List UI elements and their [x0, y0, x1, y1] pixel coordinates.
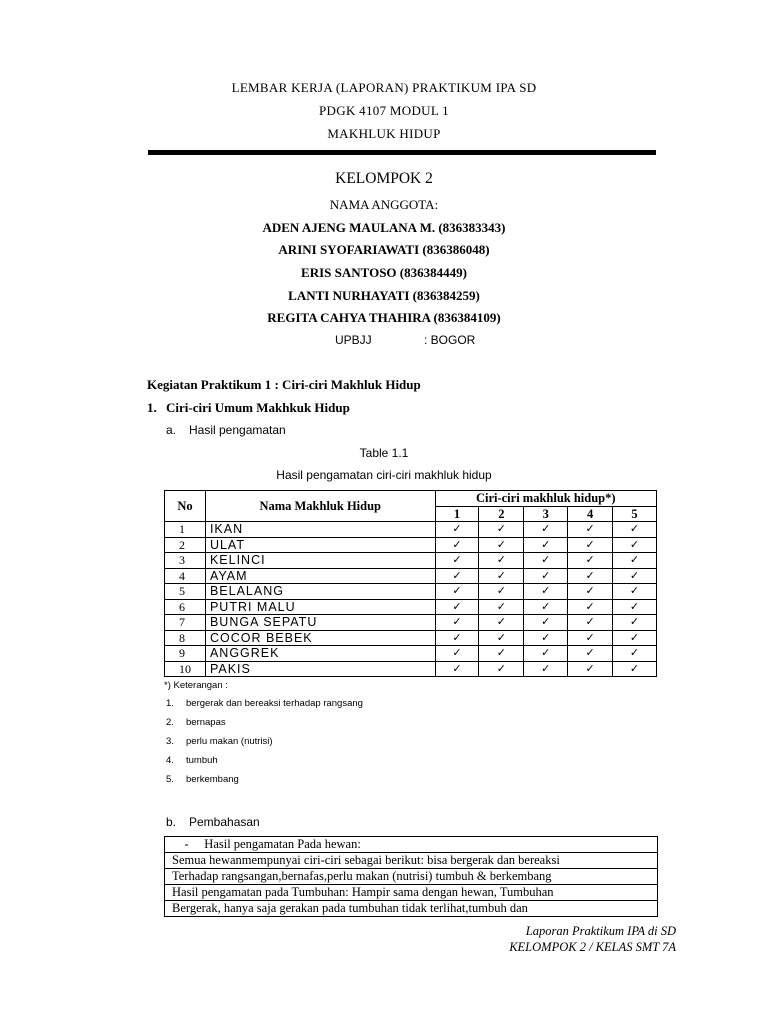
doc-title-line1: LEMBAR KERJA (LAPORAN) PRAKTIKUM IPA SD — [231, 80, 537, 95]
checkmark-icon: ✓ — [479, 630, 524, 646]
checkmark-icon: ✓ — [524, 584, 568, 600]
sub-a-title: Hasil pengamatan — [189, 423, 286, 437]
activity-title: Kegiatan Praktikum 1 : Ciri-ciri Makhluk Hidup — [147, 377, 421, 392]
upbjj-label: UPBJJ — [335, 333, 372, 347]
row-number: 5 — [165, 584, 206, 600]
checkmark-icon: ✓ — [524, 630, 568, 646]
header-divider — [148, 150, 656, 155]
ciri-number: 5 — [613, 506, 657, 522]
note-text: tumbuh — [186, 755, 218, 766]
discussion-line: Semua hewanmempunyai ciri-ciri sebagai berikut: bisa bergerak dan bereaksi — [165, 853, 658, 869]
observation-table — [164, 490, 657, 677]
organism-name: ULAT — [205, 537, 435, 553]
discussion-line: Terhadap rangsangan,bernafas,perlu makan (nutrisi) tumbuh & berkembang — [165, 869, 658, 885]
note-text: perlu makan (nutrisi) — [186, 736, 273, 747]
member-5: REGITA CAHYA THAHIRA (836384109) — [267, 310, 501, 325]
table-row — [165, 537, 657, 553]
note-text: bernapas — [186, 717, 226, 728]
table-row — [165, 568, 657, 584]
checkmark-icon: ✓ — [613, 568, 657, 584]
checkmark-icon: ✓ — [524, 661, 568, 677]
checkmark-icon: ✓ — [613, 553, 657, 569]
checkmark-icon: ✓ — [568, 553, 613, 569]
checkmark-icon: ✓ — [435, 568, 479, 584]
checkmark-icon: ✓ — [613, 615, 657, 631]
table-row — [165, 599, 657, 615]
checkmark-icon: ✓ — [479, 522, 524, 538]
upbjj-value: : BOGOR — [424, 333, 476, 347]
notes-label: *) Keterangan : — [164, 680, 228, 691]
doc-title-line3: MAKHLUK HIDUP — [327, 126, 441, 141]
ciri-number: 4 — [568, 506, 613, 522]
table-caption-number: Table 1.1 — [359, 446, 409, 460]
organism-name: PAKIS — [205, 661, 435, 677]
checkmark-icon: ✓ — [613, 630, 657, 646]
member-2: ARINI SYOFARIAWATI (836386048) — [278, 242, 490, 257]
checkmark-icon: ✓ — [568, 630, 613, 646]
organism-name: BELALANG — [205, 584, 435, 600]
note-text: bergerak dan bereaksi terhadap rangsang — [186, 698, 363, 709]
organism-name: AYAM — [205, 568, 435, 584]
checkmark-icon: ✓ — [568, 522, 613, 538]
checkmark-icon: ✓ — [568, 568, 613, 584]
checkmark-icon: ✓ — [613, 522, 657, 538]
checkmark-icon: ✓ — [435, 522, 479, 538]
checkmark-icon: ✓ — [479, 537, 524, 553]
checkmark-icon: ✓ — [568, 615, 613, 631]
checkmark-icon: ✓ — [524, 646, 568, 662]
checkmark-icon: ✓ — [479, 615, 524, 631]
organism-name: ANGGREK — [205, 646, 435, 662]
member-3: ERIS SANTOSO (836384449) — [301, 265, 467, 280]
note-number: 1. — [166, 698, 174, 709]
note-number: 3. — [166, 736, 174, 747]
discussion-line: Bergerak, hanya saja gerakan pada tumbuhan tidak terlihat,tumbuh dan — [165, 901, 658, 917]
note-number: 5. — [166, 774, 174, 785]
table-caption-title: Hasil pengamatan ciri-ciri makhluk hidup — [276, 468, 492, 482]
checkmark-icon: ✓ — [435, 615, 479, 631]
checkmark-icon: ✓ — [613, 661, 657, 677]
row-number: 2 — [165, 537, 206, 553]
checkmark-icon: ✓ — [479, 568, 524, 584]
group-title: KELOMPOK 2 — [335, 170, 433, 187]
checkmark-icon: ✓ — [568, 537, 613, 553]
checkmark-icon: ✓ — [568, 646, 613, 662]
checkmark-icon: ✓ — [479, 553, 524, 569]
checkmark-icon: ✓ — [479, 584, 524, 600]
member-1: ADEN AJENG MAULANA M. (836383343) — [262, 220, 506, 235]
checkmark-icon: ✓ — [524, 599, 568, 615]
checkmark-icon: ✓ — [524, 553, 568, 569]
organism-name: BUNGA SEPATU — [205, 615, 435, 631]
table-row — [165, 553, 657, 569]
checkmark-icon: ✓ — [524, 537, 568, 553]
member-4: LANTI NURHAYATI (836384259) — [288, 288, 480, 303]
table-row — [165, 584, 657, 600]
checkmark-icon: ✓ — [479, 599, 524, 615]
checkmark-icon: ✓ — [524, 568, 568, 584]
row-number: 1 — [165, 522, 206, 538]
sub-b-label: b. — [166, 815, 177, 829]
doc-title-line2: PDGK 4107 MODUL 1 — [319, 103, 449, 118]
members-label: NAMA ANGGOTA: — [329, 197, 439, 212]
note-number: 2. — [166, 717, 174, 728]
table-row — [165, 661, 657, 677]
organism-name: PUTRI MALU — [205, 599, 435, 615]
table-row — [165, 630, 657, 646]
checkmark-icon: ✓ — [613, 646, 657, 662]
checkmark-icon: ✓ — [613, 599, 657, 615]
checkmark-icon: ✓ — [613, 537, 657, 553]
table-row — [165, 615, 657, 631]
checkmark-icon: ✓ — [435, 584, 479, 600]
checkmark-icon: ✓ — [435, 646, 479, 662]
checkmark-icon: ✓ — [568, 599, 613, 615]
checkmark-icon: ✓ — [524, 522, 568, 538]
checkmark-icon: ✓ — [568, 661, 613, 677]
row-number: 4 — [165, 568, 206, 584]
checkmark-icon: ✓ — [613, 584, 657, 600]
table-row — [165, 522, 657, 538]
column-header-ciri: Ciri-ciri makhluk hidup*) — [435, 491, 657, 507]
discussion-box — [164, 836, 658, 917]
organism-name: KELINCI — [205, 553, 435, 569]
checkmark-icon: ✓ — [435, 599, 479, 615]
checkmark-icon: ✓ — [435, 537, 479, 553]
discussion-line: Hasil pengamatan pada Tumbuhan: Hampir sama dengan hewan, Tumbuhan — [165, 885, 658, 901]
row-number: 3 — [165, 553, 206, 569]
ciri-number: 2 — [479, 506, 524, 522]
row-number: 9 — [165, 646, 206, 662]
column-header-no: No — [165, 491, 206, 522]
sub-a-label: a. — [166, 423, 177, 437]
note-text: berkembang — [186, 774, 239, 785]
checkmark-icon: ✓ — [435, 630, 479, 646]
row-number: 8 — [165, 630, 206, 646]
checkmark-icon: ✓ — [479, 661, 524, 677]
footer-line1: Laporan Praktikum IPA di SD — [525, 924, 676, 938]
section-number: 1. — [147, 400, 157, 415]
checkmark-icon: ✓ — [479, 646, 524, 662]
checkmark-icon: ✓ — [435, 553, 479, 569]
ciri-number: 3 — [524, 506, 568, 522]
organism-name: COCOR BEBEK — [205, 630, 435, 646]
footer-line2: KELOMPOK 2 / KELAS SMT 7A — [509, 940, 676, 954]
sub-b-title: Pembahasan — [189, 815, 260, 829]
checkmark-icon: ✓ — [568, 584, 613, 600]
row-number: 10 — [165, 661, 206, 677]
note-number: 4. — [166, 755, 174, 766]
organism-name: IKAN — [205, 522, 435, 538]
row-number: 7 — [165, 615, 206, 631]
discussion-line: - Hasil pengamatan Pada hewan: — [165, 837, 658, 853]
checkmark-icon: ✓ — [524, 615, 568, 631]
column-header-name: Nama Makhluk Hidup — [205, 491, 435, 522]
row-number: 6 — [165, 599, 206, 615]
checkmark-icon: ✓ — [435, 661, 479, 677]
section-title: Ciri-ciri Umum Makhkuk Hidup — [166, 400, 350, 415]
table-row — [165, 646, 657, 662]
ciri-number: 1 — [435, 506, 479, 522]
